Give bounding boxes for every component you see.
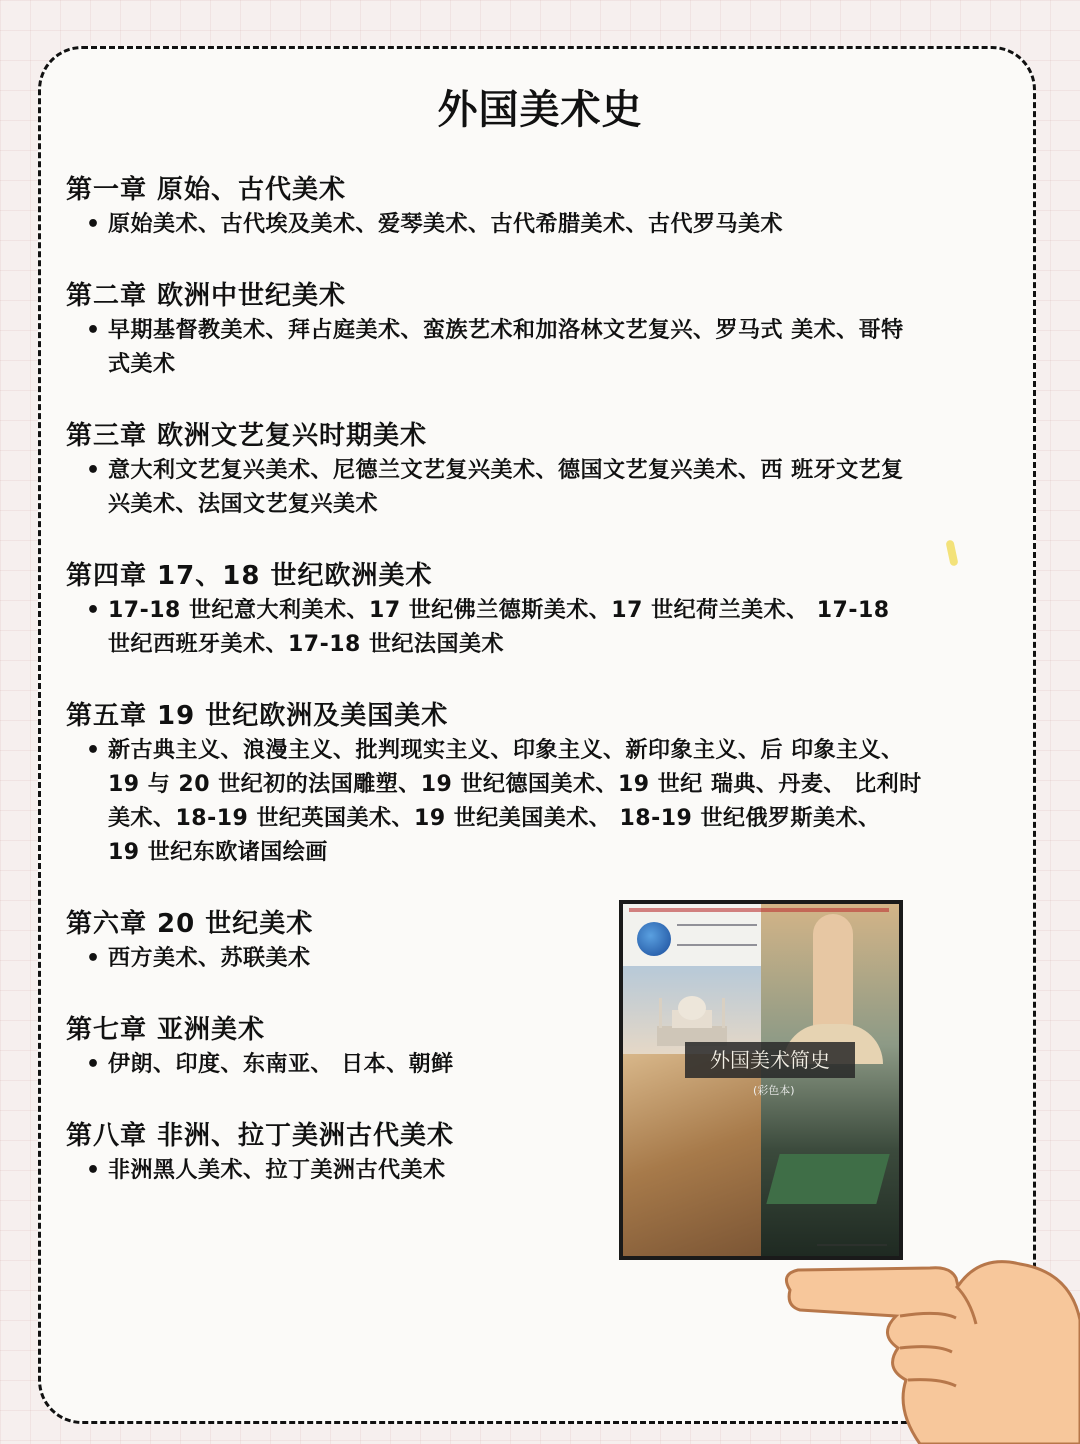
book-edition: (彩色本) (753, 1084, 795, 1097)
billiard-table-shape (766, 1154, 889, 1204)
chapter-item (66, 454, 1026, 522)
chapter-heading: 第八章 非洲、拉丁美洲古代美术 (66, 1121, 455, 1151)
chapter-2 (66, 278, 1026, 382)
item-line: 19 世纪东欧诸国绘画 (108, 840, 328, 865)
item-line: 伊朗、印度、东南亚、 日本、朝鲜 (108, 1052, 454, 1077)
book-cover-image (619, 900, 903, 1260)
item-line: 非洲黑人美术、拉丁美洲古代美术 (108, 1158, 446, 1183)
pointing-hand-icon (780, 1260, 1080, 1444)
chapter-item (66, 734, 1026, 870)
item-line: 原始美术、古代埃及美术、爱琴美术、古代希腊美术、古代罗马美术 (108, 212, 784, 237)
taj-mahal-icon (657, 986, 727, 1046)
chapter-5 (66, 698, 1026, 870)
chapter-8 (66, 1118, 606, 1188)
bullet-icon: • (86, 318, 101, 343)
item-line: 美术、18-19 世纪英国美术、19 世纪美国美术、 18-19 世纪俄罗斯美术、 (108, 806, 881, 831)
bullet-icon: • (86, 946, 101, 971)
chapter-4 (66, 558, 1026, 662)
chapter-6 (66, 906, 606, 976)
bullet-icon: • (86, 458, 101, 483)
book-title: 外国美术简史 (685, 1042, 855, 1078)
cover-top-strip (629, 908, 889, 912)
item-line: 世纪西班牙美术、17-18 世纪法国美术 (108, 632, 505, 657)
chapter-item (66, 1154, 606, 1188)
bullet-icon: • (86, 598, 101, 623)
chapter-heading: 第四章 17、18 世纪欧洲美术 (66, 561, 433, 591)
item-line: 西方美术、苏联美术 (108, 946, 311, 971)
chapter-1 (66, 172, 1026, 242)
chapter-item (66, 208, 1026, 242)
item-line: 17-18 世纪意大利美术、17 世纪佛兰德斯美术、17 世纪荷兰美术、 17-18 (108, 598, 890, 623)
item-line: 兴美术、法国文艺复兴美术 (108, 492, 379, 517)
publisher-mark (817, 1234, 887, 1246)
bullet-icon: • (86, 1052, 101, 1077)
bullet-icon: • (86, 212, 101, 237)
cover-small-text (677, 924, 757, 946)
item-line: 19 与 20 世纪初的法国雕塑、19 世纪德国美术、19 世纪 瑞典、丹麦、 比利时 (108, 772, 922, 797)
chapter-heading: 第七章 亚洲美术 (66, 1015, 266, 1045)
chapter-3 (66, 418, 1026, 522)
chapter-item (66, 942, 606, 976)
chapter-item (66, 1048, 606, 1082)
chapter-heading: 第六章 20 世纪美术 (66, 909, 314, 939)
chapter-heading: 第三章 欧洲文艺复兴时期美术 (66, 421, 428, 451)
school-of-athens-panel (623, 1054, 761, 1256)
item-line: 新古典主义、浪漫主义、批判现实主义、印象主义、新印象主义、后 印象主义、 (108, 738, 904, 763)
chapter-7 (66, 1012, 606, 1082)
bullet-icon: • (86, 1158, 101, 1183)
chapter-heading: 第二章 欧洲中世纪美术 (66, 281, 347, 311)
chapter-item (66, 594, 1026, 662)
bullet-icon: • (86, 738, 101, 763)
chapter-heading: 第五章 19 世纪欧洲及美国美术 (66, 701, 449, 731)
chapter-heading: 第一章 原始、古代美术 (66, 175, 347, 205)
chapter-item (66, 314, 1026, 382)
globe-logo-icon (637, 922, 671, 956)
item-line: 式美术 (108, 352, 176, 377)
page-title: 外国美术史 (437, 87, 643, 133)
item-line: 早期基督教美术、拜占庭美术、蛮族艺术和加洛林文艺复兴、罗马式 美术、哥特 (108, 318, 904, 343)
item-line: 意大利文艺复兴美术、尼德兰文艺复兴美术、德国文艺复兴美术、西 班牙文艺复 (108, 458, 904, 483)
